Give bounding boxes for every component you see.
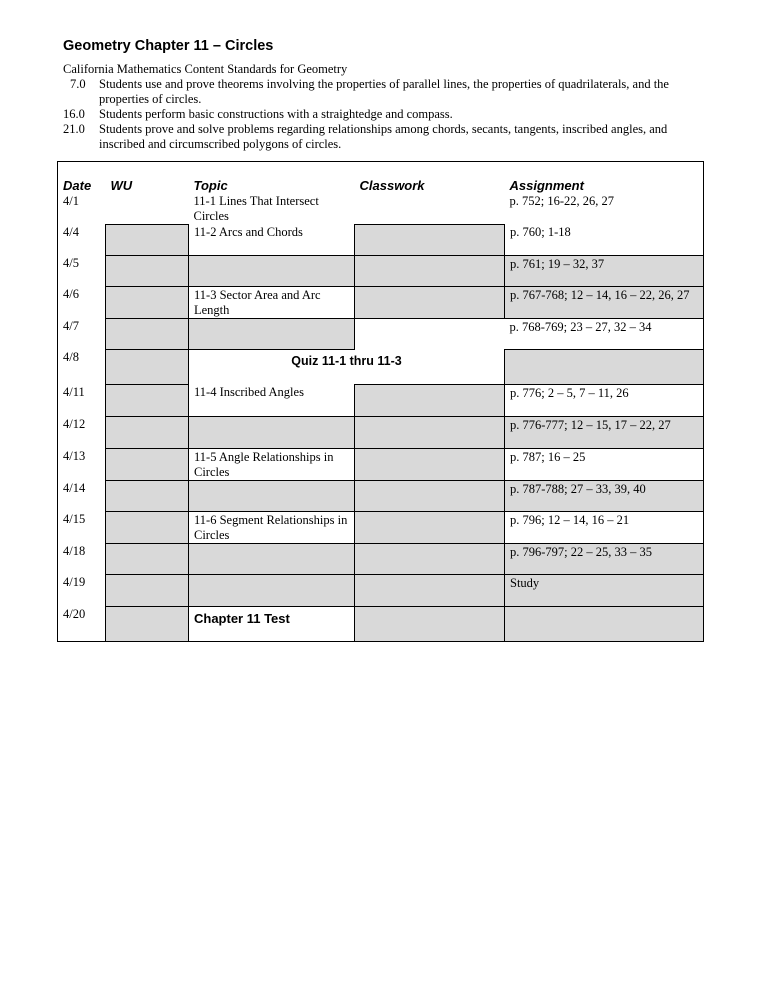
header-classwork: Classwork [359,178,425,193]
standards-section [63,62,713,152]
standard-text: Students perform basic constructions with a straightedge and compass. [99,107,453,121]
wu-cell [106,384,189,416]
wu-cell [106,286,189,318]
wu-cell [106,416,189,448]
date-cell: 4/13 [63,449,86,463]
table-row [58,543,704,574]
classwork-cell [355,511,505,543]
assignment-cell: p. 796; 12 – 14, 16 – 21 [510,512,630,527]
topic-cell: Chapter 11 Test [194,610,290,626]
table-row [58,224,704,255]
table-row [58,384,704,416]
wu-cell [106,193,189,224]
table-header-row [58,162,704,194]
classwork-cell [355,255,505,286]
topic-cell [189,543,355,574]
classwork-cell [355,318,505,349]
topic-cell: 11-2 Arcs and Chords [194,225,303,239]
table-row [58,606,704,641]
topic-cell: 11-5 Angle Relationships in Circles [194,449,334,479]
assignment-cell: p. 768-769; 23 – 27, 32 – 34 [509,319,652,334]
table-row [58,318,704,349]
wu-cell [106,448,189,480]
topic-cell [189,255,355,286]
standard-text: Students prove and solve problems regarding relationships among chords, secants, tangents, inscribed angles, and inscribed and circumscribed polygons of circles. [99,122,668,151]
classwork-cell [355,384,505,416]
quiz-cell: Quiz 11-1 thru 11-3 [291,353,402,368]
classwork-cell [355,606,505,641]
date-cell: 4/1 [63,194,79,208]
topic-cell: 11-3 Sector Area and Arc Length [194,287,321,317]
page-title: Geometry Chapter 11 – Circles [63,38,274,54]
wu-cell [106,318,189,349]
topic-cell [189,318,355,349]
table-row [58,255,704,286]
assignment-cell: p. 767-768; 12 – 14, 16 – 22, 26, 27 [505,286,704,318]
assignment-cell: p. 796-797; 22 – 25, 33 – 35 [505,543,704,574]
standard-item [63,77,713,107]
topic-cell: 11-1 Lines That Intersect Circles [193,194,319,223]
standard-item [63,122,713,152]
header-wu: WU [110,178,133,193]
assignment-cell: p. 776-777; 12 – 15, 17 – 22, 27 [505,416,704,448]
standard-text: Students use and prove theorems involving the properties of parallel lines, the properties of quadrilaterals, and the properties of circles. [99,77,669,106]
topic-cell [189,416,355,448]
topic-cell: 11-4 Inscribed Angles [194,385,304,399]
topic-cell: 11-6 Segment Relationships in Circles [194,512,348,542]
assignment-cell [505,606,704,641]
wu-cell [106,543,189,574]
date-cell: 4/14 [63,481,86,495]
date-cell: 4/20 [63,607,86,621]
standard-number: 7.0 [70,77,86,91]
assignment-cell: p. 760; 1-18 [510,225,571,239]
table-row [58,574,704,606]
date-cell: 4/6 [63,287,79,301]
table-row [58,480,704,511]
wu-cell [106,574,189,606]
wu-cell [106,480,189,511]
standard-item [63,107,713,122]
standards-heading: California Mathematics Content Standards for Geometry [63,62,348,76]
header-date: Date [63,178,92,193]
assignment-cell: p. 752; 16-22, 26, 27 [509,194,615,208]
schedule-table [57,161,704,642]
classwork-cell [355,574,505,606]
topic-cell [189,480,355,511]
table-row [58,448,704,480]
table-row [58,349,704,384]
standard-number: 21.0 [63,122,85,136]
date-cell: 4/12 [63,417,86,431]
date-cell: 4/15 [63,512,86,526]
classwork-cell [355,286,505,318]
date-cell: 4/7 [63,319,79,333]
standard-number: 16.0 [63,107,85,121]
header-assignment: Assignment [509,178,584,193]
assignment-cell: p. 787-788; 27 – 33, 39, 40 [505,480,704,511]
wu-cell [106,255,189,286]
wu-cell [106,349,189,384]
table-row [58,511,704,543]
wu-cell [106,511,189,543]
classwork-cell [355,480,505,511]
classwork-cell [355,448,505,480]
date-cell: 4/19 [63,575,86,589]
topic-cell [189,574,355,606]
table-row [58,286,704,318]
classwork-cell [355,193,505,224]
assignment-cell: p. 761; 19 – 32, 37 [505,255,704,286]
date-cell: 4/8 [63,350,79,364]
assignment-cell: p. 776; 2 – 5, 7 – 11, 26 [510,385,629,400]
classwork-cell [355,543,505,574]
date-cell: 4/11 [63,385,85,399]
date-cell: 4/5 [63,256,79,270]
assignment-cell: Study [505,574,704,606]
table-row [58,416,704,448]
table-row [58,193,704,224]
assignment-cell [505,349,704,384]
header-topic: Topic [193,178,228,193]
assignment-cell: p. 787; 16 – 25 [510,449,586,464]
wu-cell [106,606,189,641]
classwork-cell [355,416,505,448]
wu-cell [106,224,189,255]
date-cell: 4/4 [63,225,79,239]
classwork-cell [355,224,505,255]
date-cell: 4/18 [63,544,86,558]
